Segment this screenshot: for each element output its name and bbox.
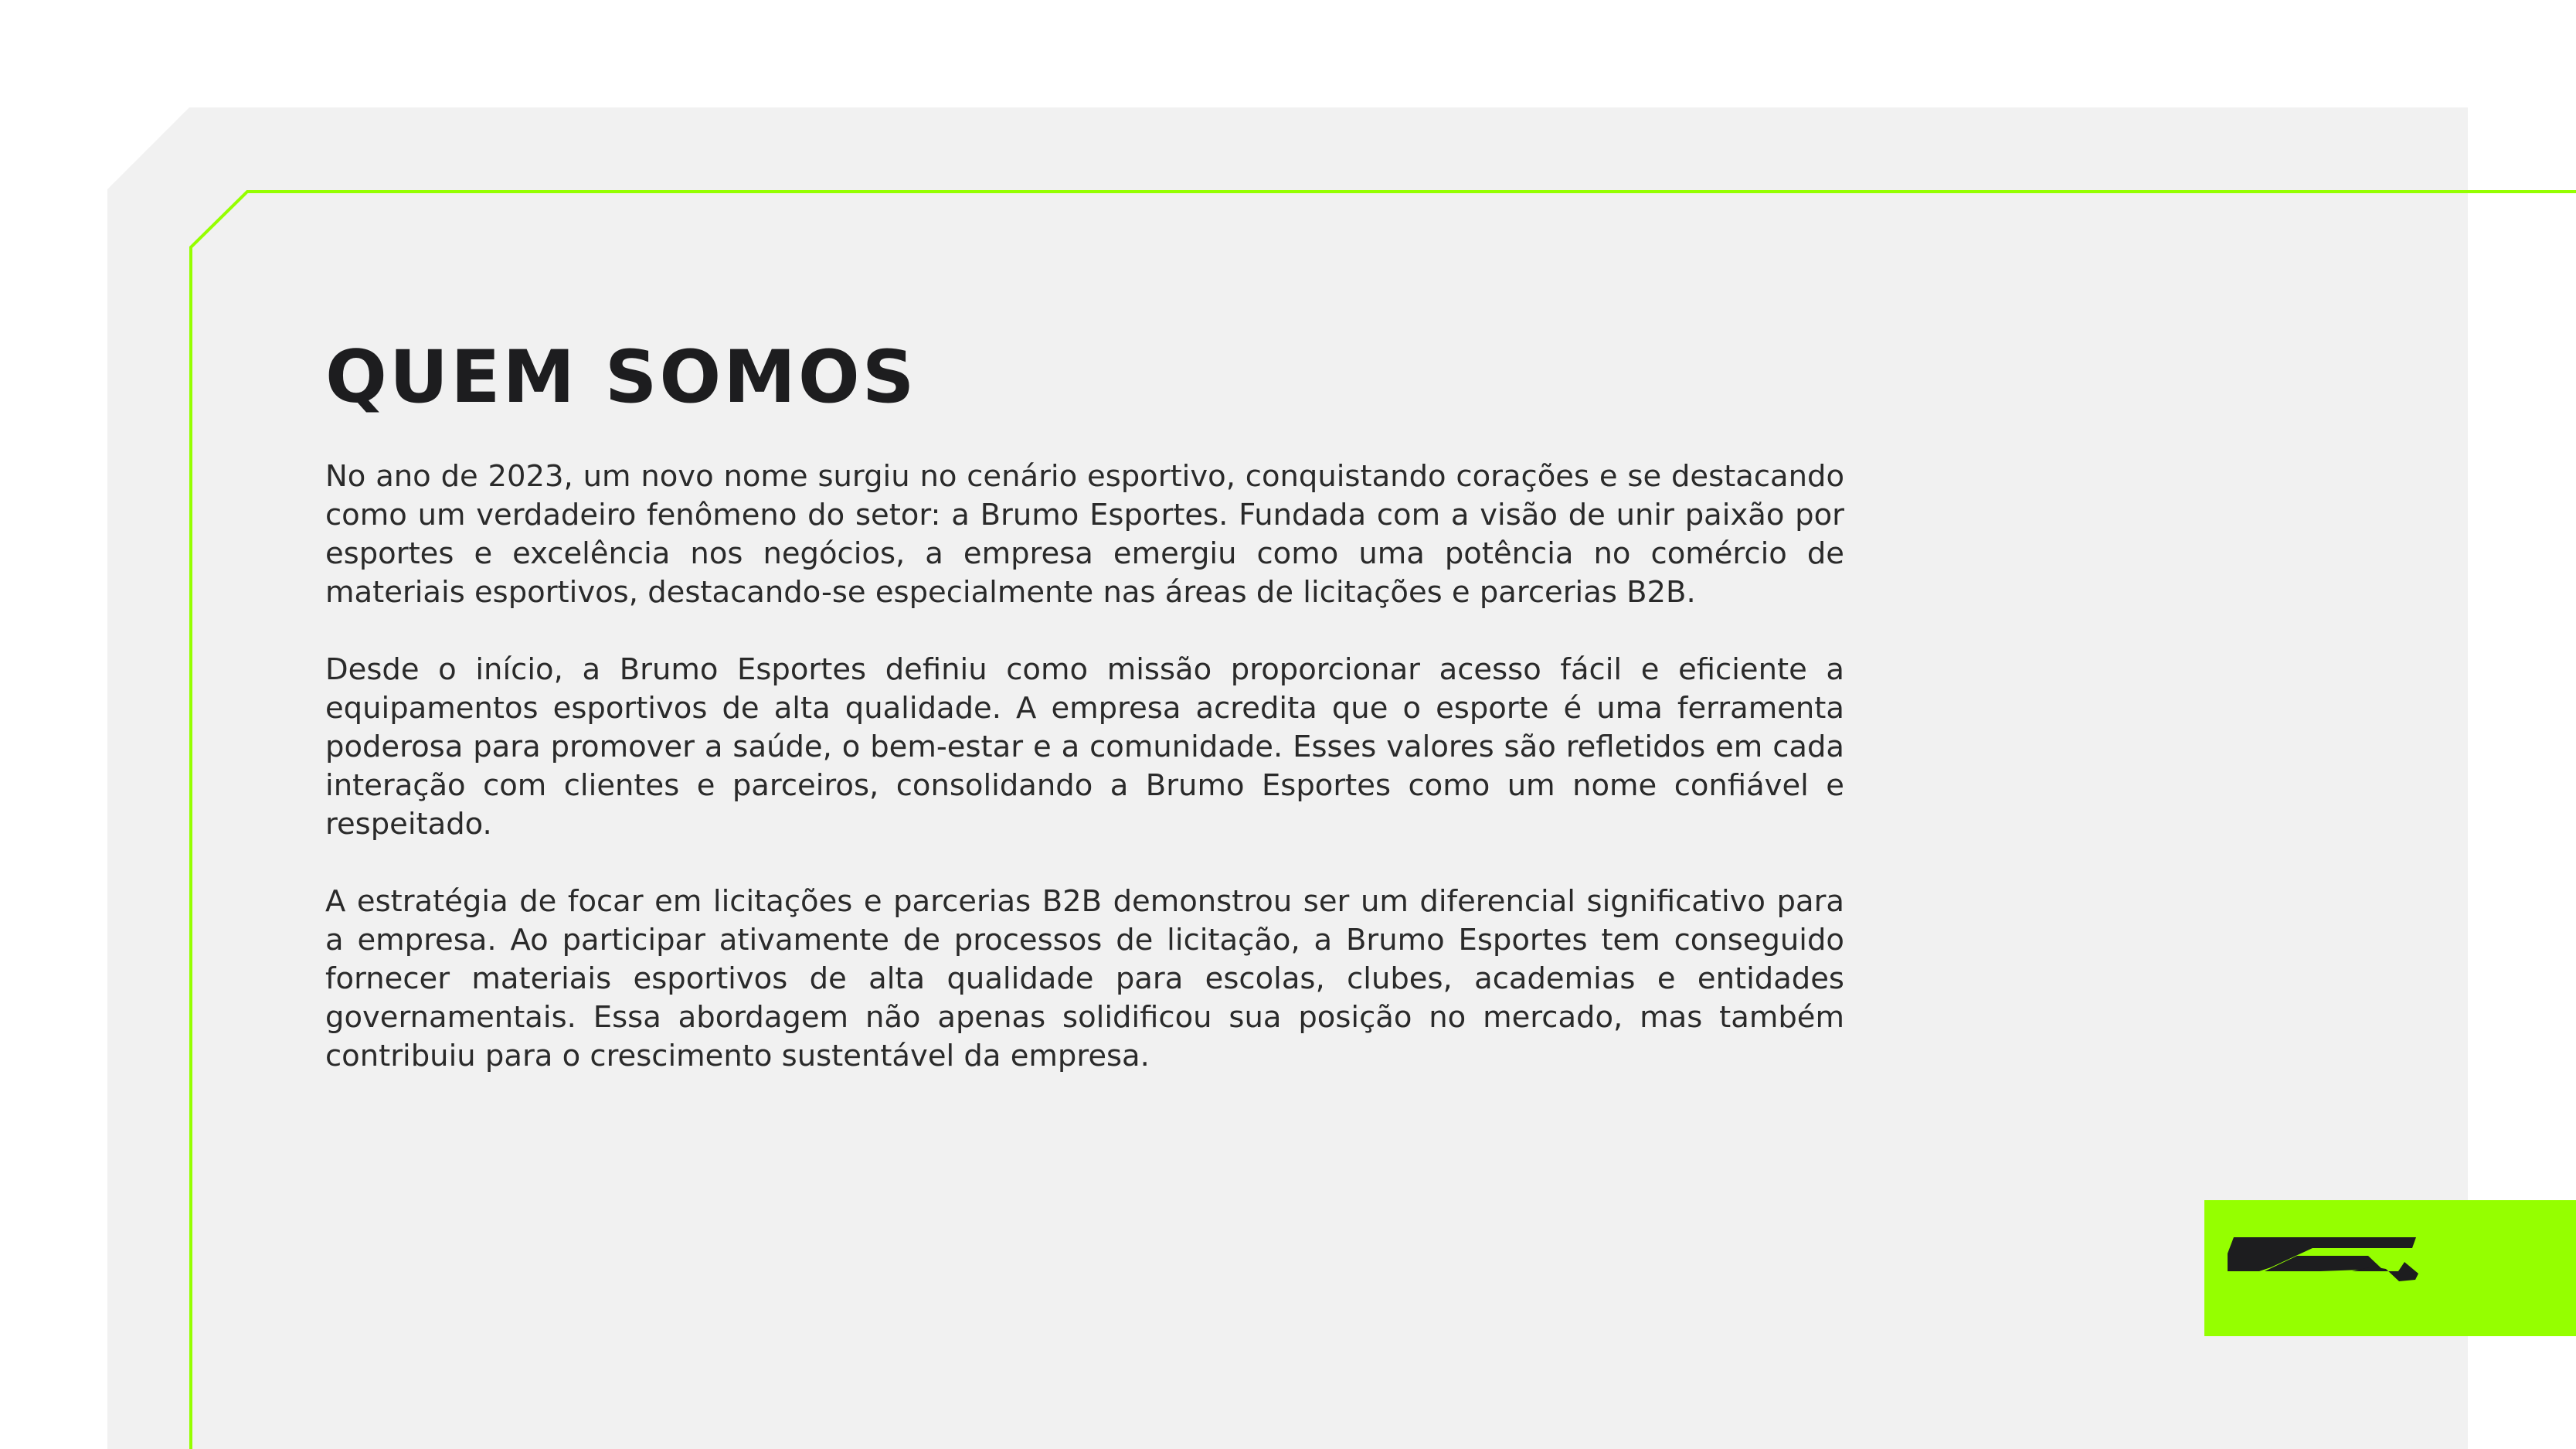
paragraph-strategy: A estratégia de focar em licitações e parcerias B2B demonstrou ser um diferencial significativo para a empresa. Ao participar ativamente de processos de licitação, a Brumo Esportes tem conseguido fornecer materiais esportivos de alta qualidade para escolas, clubes, academias e entidades governamentais. Essa abordagem não apenas solidificou sua posição no mercado, mas também contribuiu para o crescimento sustentável da empresa. [325,884,1844,1073]
logo-badge [2204,1200,2576,1336]
page-title: QUEM SOMOS [325,335,917,420]
main-content [325,332,1844,1076]
brumo-logo-icon [2204,1200,2576,1336]
paragraph-intro: No ano de 2023, um novo nome surgiu no cenário esportivo, conquistando corações e se destacando como um verdadeiro fenômeno do setor: a Brumo Esportes. Fundada com a visão de unir paixão por esportes e excelência nos negócios, a empresa emergiu como uma potência no comércio de materiais esportivos, destacando-se especialmente nas áreas de licitações e parcerias B2B. [325,459,1844,610]
paragraph-mission: Desde o início, a Brumo Esportes definiu como missão proporcionar acesso fácil e eficiente a equipamentos esportivos de alta qualidade. A empresa acredita que o esporte é uma ferramenta poderosa para promover a saúde, o bem-estar e a comunidade. Esses valores são refletidos em cada interação com clientes e parceiros, consolidando a Brumo Esportes como um nome confiável e respeitado. [325,652,1844,842]
